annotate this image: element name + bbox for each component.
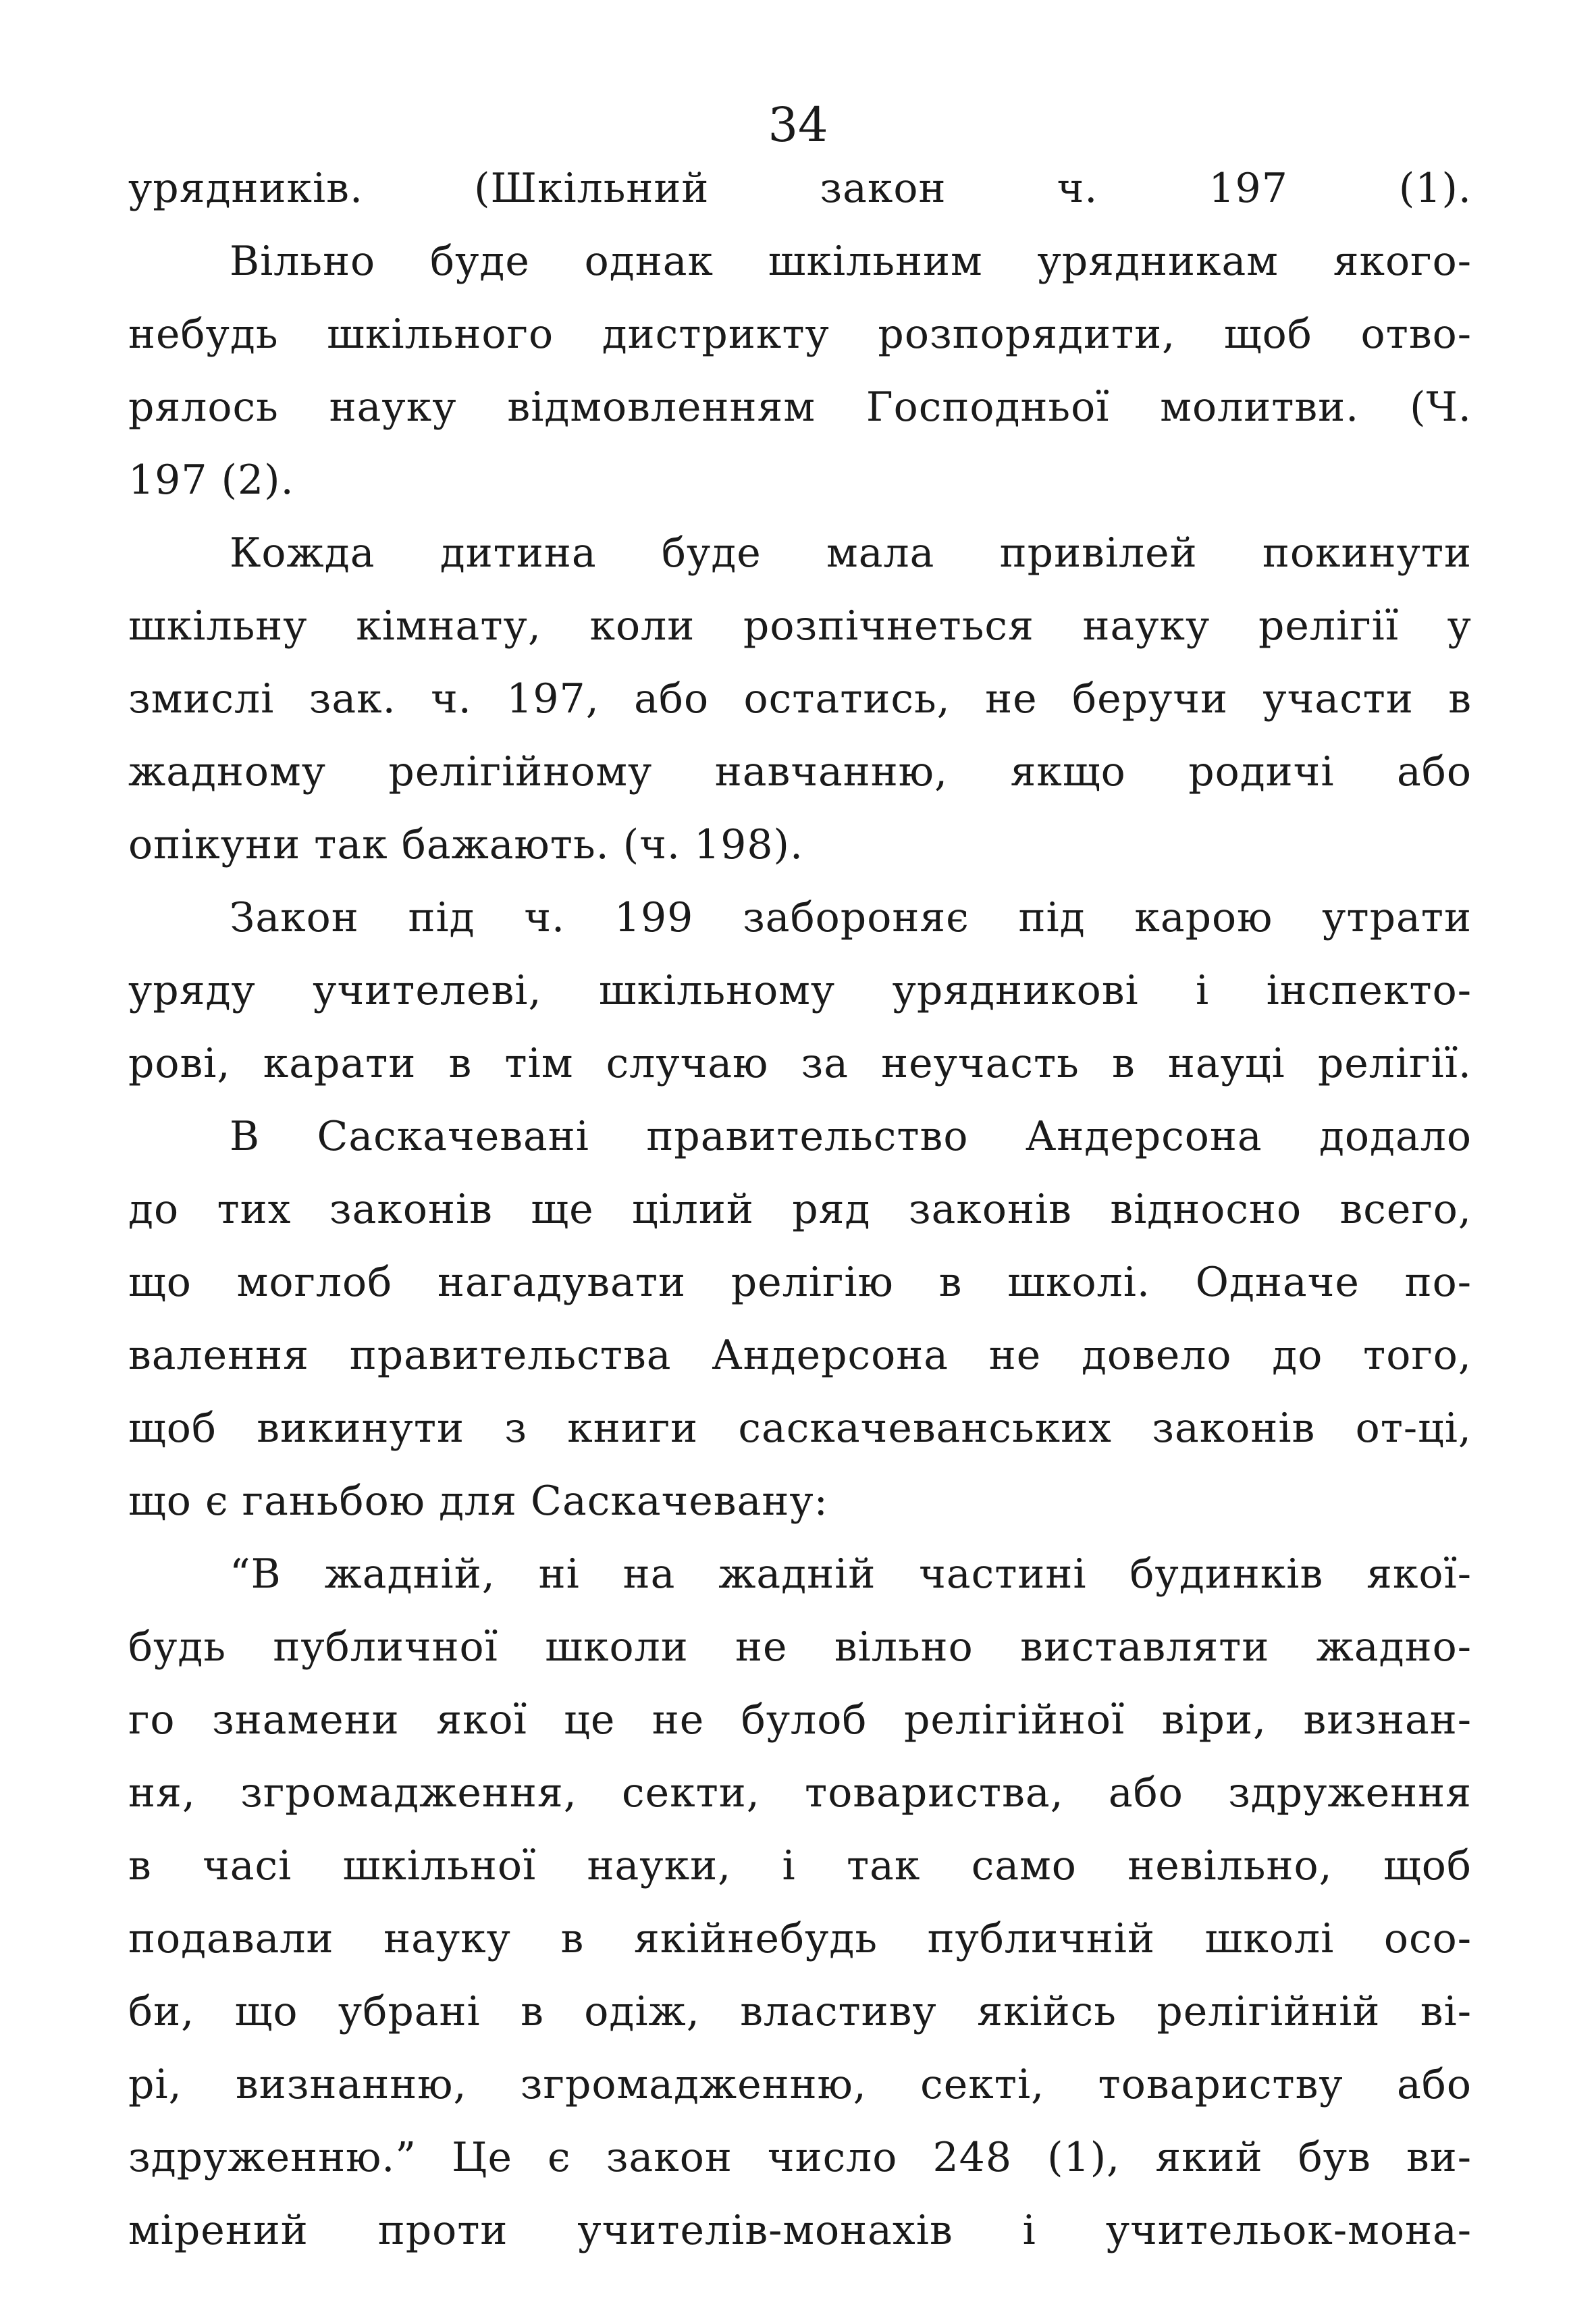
text-line: “В жадній, ні на жадній частині будинків якої- xyxy=(230,1550,1472,1598)
text-line: Вільно буде однак шкільним урядникам якого- xyxy=(230,238,1472,285)
text-line: урядників. (Шкільний закон ч. 197 (1). xyxy=(128,165,1472,212)
text-line: ня, згромадження, секти, товариства, або здруження xyxy=(128,1769,1472,1817)
text-line: що є ганьбою для Саскачевану: xyxy=(128,1478,828,1525)
text-line: до тих законів ще цілий ряд законів відносно всего, xyxy=(128,1186,1472,1233)
text-line: валення правительства Андерсона не довело до того, xyxy=(128,1332,1472,1379)
text-line: в часі шкільної науки, і так само невільно, щоб xyxy=(128,1842,1472,1889)
text-line: Кожда дитина буде мала привілей покинути xyxy=(230,529,1472,577)
text-line: В Саскачевані правительство Андерсона додало xyxy=(230,1113,1472,1160)
text-line: рі, визнанню, згромадженню, секті, товариству або xyxy=(128,2061,1472,2108)
page-number: 34 xyxy=(768,97,828,153)
text-line: рові, карати в тім случаю за неучасть в науці релігії. xyxy=(128,1040,1472,1087)
text-line: жадному релігійному навчанню, якщо родичі або xyxy=(128,748,1472,795)
text-line: здруженню.” Це є закон число 248 (1), який був ви- xyxy=(128,2134,1472,2181)
text-line: шкільну кімнату, коли розпічнеться науку релігії у xyxy=(128,602,1472,650)
text-line: що моглоб нагадувати релігію в школі. Одначе по- xyxy=(128,1259,1472,1306)
text-line: небудь шкільного дистрикту розпорядити, щоб отво- xyxy=(128,311,1472,358)
text-line: 197 (2). xyxy=(128,456,294,504)
text-line: змислі зак. ч. 197, або остатись, не беручи участи в xyxy=(128,675,1472,723)
text-line: Закон під ч. 199 забороняє під карою утрати xyxy=(230,894,1472,941)
text-line: рялось науку відмовленням Господньої молитви. (Ч. xyxy=(128,384,1472,431)
text-line: би, що убрані в одіж, властиву якійсь релігійній ві- xyxy=(128,1988,1472,2035)
text-line: мірений проти учителів-монахів і учительок-мона- xyxy=(128,2207,1472,2254)
text-line: го знамени якої це не булоб релігійної віри, визнан- xyxy=(128,1696,1472,1744)
body-text xyxy=(128,152,1472,2267)
text-line: подавали науку в якійнебудь публичній школі осо- xyxy=(128,1915,1472,1962)
text-line: уряду учителеві, шкільному урядникові і інспекто- xyxy=(128,967,1472,1014)
text-line: щоб викинути з книги саскачеванських законів от-ці, xyxy=(128,1405,1472,1452)
text-line: опікуни так бажають. (ч. 198). xyxy=(128,821,804,868)
text-line: будь публичної школи не вільно виставляти жадно- xyxy=(128,1623,1472,1671)
